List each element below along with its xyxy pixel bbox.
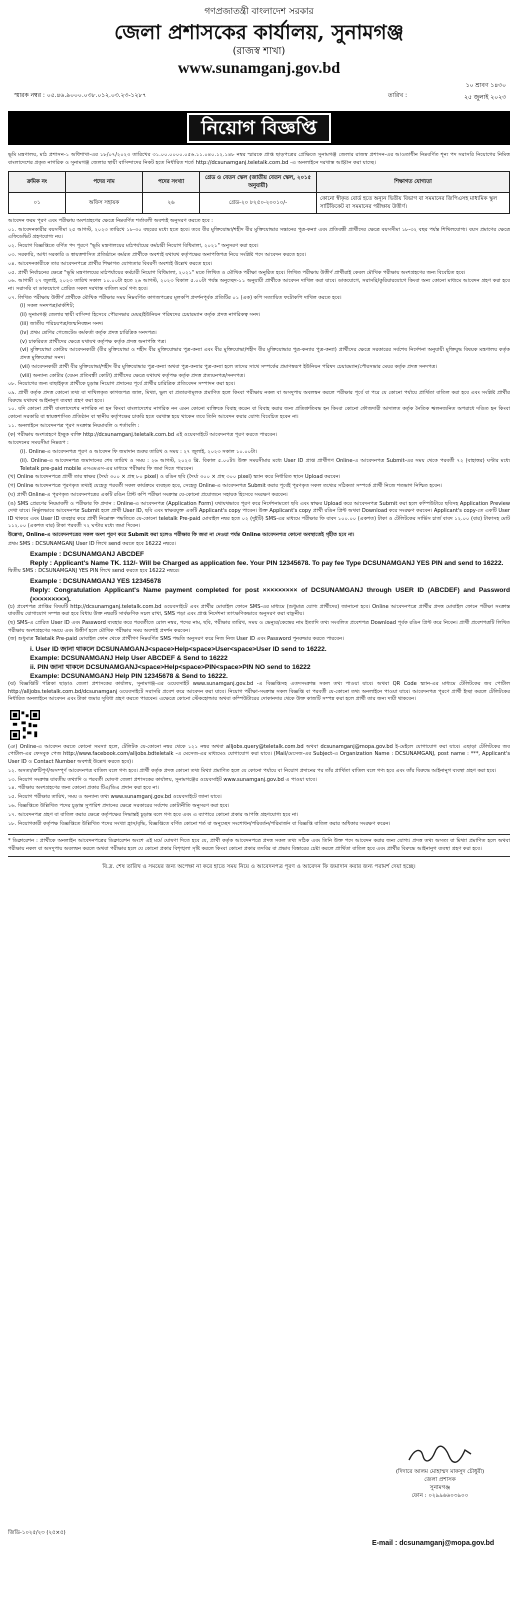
- document-item: (viii) অন্যান্য কোটার (যেমন প্রতিবন্ধী কোটা) প্রার্থীদের ক্ষেত্রে যথাযথ কর্তৃপক্ষ কর্তৃক প্রদত্ত প্রত্যয়নপত্র/সনদপত্র।: [20, 372, 246, 379]
- date-gregorian: ২৫ জুলাই ২০২৩: [464, 94, 506, 101]
- contact-email: E-mail : dcsunamganj@mopa.gov.bd: [372, 1540, 495, 1547]
- condition-item: (চ) প্রবেশপত্র প্রাপ্তির বিষয়টি http://dcsunamganj.teletalk.com.bd ওয়েবসাইটে এবং প্রার্থীর মোবাইল ফোনে SMS-এর মাধ্যমে (শুধুমাত্র যোগ্য প্রার্থীদের) জানানো হবে। Online আবেদনপত্রে প্রার্থীর প্রদত্ত মোবাইল ফোনে পরীক্ষা সংক্রান্ত যাবতীয় যোগাযোগ সম্পন্ন করা হবে বিধায় উক্ত নম্বরটি সার্বক্ষণিক সচল রাখা, SMS পড়া এবং প্রাপ্ত নির্দেশনা তাৎক্ষণিকভাবে অনুসরণ করা বাঞ্ছনীয়।: [8, 603, 510, 618]
- date-label: তারিখ :: [388, 92, 408, 99]
- condition-item: ১৫. নিয়োগ পরীক্ষার তারিখ, সময় ও অন্যান্য তথ্য www.sunamganj.gov.bd ওয়েবসাইটে জানা যাবে।: [8, 794, 222, 801]
- condition-item: ০৪. আবেদনকারীকে তার আবেদনপত্রে প্রার্থীর শিক্ষাগত যোগ্যতার বিবরণী অবশ্যই উল্লেখ করতে হবে।: [8, 260, 213, 267]
- table-cell: গ্রেড-২০ ৮২৫০-২০০১০/-: [200, 193, 317, 214]
- condition-item: আবেদনের সময়সীমা নিম্নরূপ :: [8, 440, 69, 447]
- office-name: জেলা প্রশাসকের কার্যালয়, সুনামগঞ্জ: [114, 20, 404, 44]
- condition-item: ১১. অনলাইনে আবেদনপত্র পূরণ সংক্রান্ত নিয়মাবলি ও শর্তাবলি :: [8, 422, 140, 429]
- condition-item: (ঘ) প্রার্থী Online-এ পূরণকৃত আবেদনপত্রের একটি রঙিন প্রিন্ট কপি পরীক্ষা সংক্রান্ত যে-কোনো প্রয়োজনে সহায়ক হিসেবে সংরক্ষণ করবেন।: [8, 491, 288, 498]
- condition-item: আবেদন ফরম পূরণ এবং পরীক্ষায় অংশগ্রহণের ক্ষেত্রে নিম্নবর্ণিত শর্তাবলী অবশ্যই অনুসরণ করতে হবে :: [8, 218, 214, 224]
- signatory-name: (দিদারে আলম মোহাম্মদ মাকসুদ চৌধুরী): [395, 1469, 485, 1475]
- table-row: [9, 193, 510, 214]
- document-item: (ii) সুনামগঞ্জ জেলার স্থায়ী বাসিন্দা হিসেবে পৌরসভার মেয়র/ইউনিয়ন পরিষদের চেয়ারম্যান কর্তৃক প্রদত্ত নাগরিকত্ব সনদ।: [20, 312, 261, 319]
- signature-block: [372, 1444, 508, 1500]
- condition-item: ১২. অসত্য/ত্রুটিপূর্ণ/অসম্পূর্ণ আবেদনপত্র বাতিল বলে গণ্য হবে। প্রার্থী কর্তৃক প্রদত্ত কোনো তথ্য মিথ্যা প্রমাণিত হলে যে কোনো পর্যায়ে বা নিয়োগ প্রদানের পর তাঁর প্রার্থিতা বাতিল বলে গণ্য হবে এবং তাঁর বিরুদ্ধে আইনানুগ ব্যবস্থা গ্রহণ করা হবে।: [8, 767, 497, 774]
- condition-item: (ঙ) SMS প্রেরণের নিয়মাবলী ও পরীক্ষার ফি প্রদান : Online-এ আবেদনপত্র (Application Form) যথাযথভাবে পূরণ করে নির্দেশনামতো ছবি এবং স্বাক্ষর Upload করে আবেদনপত্র Submit করা হলে কম্পিউটারে ছবিসহ Application Preview দেখা যাবে। নির্ভুলভাবে আবেদনপত্র Submit হলে প্রার্থী User ID, ছবি এবং স্বাক্ষরযুক্ত একটি Applicant's copy পাবেন। উক্ত Applicant's copy প্রার্থী রঙিন প্রিন্ট অথবা Download করে সংরক্ষণ করবেন। Applicant's copy-তে একটি User ID থাকবে এবং User ID ব্যবহার করে প্রার্থী নিম্নোক্ত পদ্ধতিতে যে-কোনো teletalk Pre-paid মোবাইল নম্বর হতে ০২ (দুইটি) SMS-এর মাধ্যমে পরীক্ষার ফি বাবদ ১০০.০০ (একশত) টাকা ও টেলিটকের সার্ভিস চার্জ বাবদ ১২.০০ (বার) টাকাসহ মোট ১১২.০০ (একশত বার) টাকা পরবর্তী ৭২ ঘণ্টার মধ্যে জমা দিবেন।: [8, 500, 510, 530]
- condition-item: (ঞ) Online-এ আবেদন করতে কোনো সমস্যা হলে, টেলিটক যে-কোনো নম্বর থেকে ১২১ নম্বর অথবা alljobs.query@teletalk.com.bd অথবা dcsunamganj@mopa.gov.bd ই-মেইলে যোগাযোগ করা যাবে। এছাড়া টেলিটকের জব পোর্টাল-এর ফেসবুক পেজ http://www.facebook.com/alljobs.bdteletalk -এ মেসেজ-এর মাধ্যমেও যোগাযোগ করা যাবে। (Mail/মেসেজ-এর Subject-এ Organization Name : DCSUNAMGANJ, post name : ***, Applicant's User ID ও Contact Number অবশ্যই উল্লেখ করতে হবে)।: [8, 743, 510, 766]
- condition-item: ০৮. নিয়োগের জন্য বাছাইকৃত প্রার্থীকে চূড়ান্ত নিয়োগ প্রদানের পূর্বে প্রার্থীর চারিত্রিক প্রতিবেদন সম্পাদন করা হবে।: [8, 381, 236, 388]
- condition-item: উল্লেখ্য, Online-এ আবেদনপত্রের সকল অংশ পূরণ করে Submit করা হলেও পরীক্ষার ফি জমা না দেওয়া পর্যন্ত Online আবেদনপত্র কোনো অবস্থাতেই গৃহীত হবে না।: [8, 532, 355, 539]
- document-item: (i) সকল সনদপত্র/মার্কশিট;: [20, 303, 75, 310]
- condition-item: ০১. আবেদনকারীর বয়সসীমা ২৫ আগস্ট, ২০২৩ তারিখে ১৮-৩০ বছরের মধ্যে হতে হবে। তবে বীর মুক্তিযোদ্ধা/শহীদ বীর মুক্তিযোদ্ধার সন্তানের পুত্র-কন্যা এবং প্রতিবন্ধী প্রার্থীদের ক্ষেত্রে বয়সসীমা ১৮-৩২ বছর পর্যন্ত শিথিলযোগ্য। বয়স প্রমাণের ক্ষেত্রে এফিডেভিট গ্রহণযোগ্য নয়।: [8, 226, 510, 241]
- signatory-phone: ফোন : ০২৯৯৬৬০৩৯০০: [411, 1493, 469, 1499]
- signatory-district: সুনামগঞ্জ: [429, 1485, 451, 1491]
- table-header-row: [9, 172, 510, 193]
- branch-name: (রাজস্ব শাখা): [232, 46, 286, 57]
- condition-item: (গ) Online আবেদনপত্রে পূরণকৃত তথ্যই যেহেতু পরবর্তী সকল কার্যক্রমে ব্যবহৃত হবে, সেহেতু Online-এ আবেদনপত্র Submit করার পূর্বেই পূরণকৃত সকল তথ্যের সঠিকতা সম্পর্কে প্রার্থী নিজে শতভাগ নিশ্চিত হবেন।: [8, 483, 442, 490]
- condition-item: (ছ) SMS-এ প্রেরিত User ID এবং Password ব্যবহার করে পরবর্তীতে রোল নম্বর, পদের নাম, ছবি, পরীক্ষার তারিখ, সময় ও ভেন্যুর/কেন্দ্রের নাম ইত্যাদি তথ্য সংবলিত প্রবেশপত্র Download পূর্বক রঙিন প্রিন্ট করে নিবেন। প্রার্থী প্রবেশপত্রটি লিখিত পরীক্ষায় অংশগ্রহণের সময়ে এবং উত্তীর্ণ হলে মৌখিক পরীক্ষার সময় অবশ্যই প্রদর্শন করবেন।: [8, 619, 510, 634]
- condition-item: ১৩. নিয়োগ সংক্রান্ত যাবতীয় তথ্যাদি ও পরবর্তী ঘোষণা জেলা প্রশাসকের কার্যালয়, সুনামগঞ্জের ওয়েবসাইট www.sunamganj.gov.bd এ পাওয়া যাবে।: [8, 776, 317, 783]
- condition-item: ০৯. প্রার্থী কর্তৃক প্রদত্ত কোনো তথ্য বা দাখিলকৃত কাগজপত্র জাল, মিথ্যা, ভুল বা প্রতারণামূলক প্রমাণিত হলে কিংবা পরীক্ষায় নকল বা অসদুপায় অবলম্বন করলে পরীক্ষার পূর্বে বা পরে যে কোনো পর্যায়ে প্রার্থিতা বাতিল করা হবে এবং সংশ্লিষ্ট প্রার্থীর বিরুদ্ধে যথাযথ আইনানুগ ব্যবস্থা গ্রহণ করা হবে।: [8, 390, 510, 404]
- condition-item: ১৬. বিজ্ঞপ্তিতে উল্লিখিত পদের চূড়ান্ত সুপারিশ প্রদানের ক্ষেত্রে সরকারের সর্বশেষ কোটানীতি অনুসরণ করা হবে।: [8, 802, 230, 809]
- signature-icon: [405, 1444, 475, 1466]
- document-item: (vii) আবেদনকারী প্রার্থী বীর মুক্তিযোদ্ধা/শহীদ বীর মুক্তিযোদ্ধার পুত্র-কন্যা অথবা পুত্র-কন্যার পুত্র-কন্যা হলে তাদের সাথে সম্পর্কের প্রমাণস্বরূপ ইউনিয়ন পরিষদ চেয়ারম্যান/পৌরসভার মেয়র কর্তৃক প্রদত্ত সনদপত্র।: [20, 363, 438, 370]
- table-cell: ০১: [9, 193, 66, 214]
- sms-reply: Reply : Applicant's Name TK. 112/- Will be Charged as application fee. Your PIN 12345678. To pay fee Type DCSUNAMGANJ YES PIN and send to 16222.: [30, 559, 504, 567]
- condition-item: ০২. নিয়োগ বিজ্ঞপ্তিতে বর্ণিত পদ পূরণে "ভূমি মন্ত্রণালয়ের মাঠপর্যায়ের কর্মচারী নিয়োগ বিধিমালা, ২০২১" অনুসরণ করা হবে।: [8, 243, 259, 250]
- condition-item: ০৬. আগামী ২৭ জুলাই, ২০২৩ তারিখ সকাল ১০.০০টা হতে ২৬ আগস্ট, ২০২৩ বিকাল ৫.০০টা পর্যন্ত অনুচ্ছেদ-১১ অনুযায়ী প্রার্থীকে আবেদন দাখিল করা যাবে। ডাকযোগে, সরাসরি/কুরিয়ারযোগে কিংবা অন্য কোনো মাধ্যমে আবেদন গ্রহণ করা হবে না। সরাসরি বা ডাকযোগে প্রেরিত সকল দরখাস্ত বাতিল মর্মে গণ্য হবে।: [8, 278, 510, 292]
- table-header: শিক্ষাগত যোগ্যতা: [317, 172, 510, 193]
- recovery-line: Example: DCSUNAMGANJ Help PIN 12345678 & Send to 16222.: [30, 673, 228, 681]
- table-header: গ্রেড ও বেতন স্কেল (জাতীয় বেতন স্কেল, ২০১৫ অনুযায়ী): [200, 172, 317, 193]
- condition-item: ০৭. লিখিত পরীক্ষায় উত্তীর্ণ প্রার্থীকে মৌখিক পরীক্ষার সময় নিম্নবর্ণিত কাগজপত্রের মূলকপি প্রদর্শনপূর্বক প্রতিটির ০১ (এক) কপি সত্যায়িত ফটোকপি দাখিল করতে হবে।: [8, 294, 342, 301]
- table-header: পদের সংখ্যা: [143, 172, 200, 193]
- job-circular: [8, 6, 510, 872]
- final-advice: বি.দ্র. শেষ তারিখ ও সময়ের জন্য অপেক্ষা না করে হাতে সময় নিয়ে ও আবেদনপত্র পূরণ ও আবেদন ফি জমাদান করার জন্য পরামর্শ দেয়া হচ্ছে।: [102, 864, 416, 871]
- date-bangla: ১০ শ্রাবণ ১৪৩০: [465, 82, 506, 89]
- recovery-line: Example: DCSUNAMGANJ Help User ABCDEF & Send to 16222: [30, 655, 228, 663]
- condition-item: (খ) Online আবেদনপত্রে প্রার্থী তার স্বাক্ষর (দৈর্ঘ্য ৩০০ × প্রস্থ ৮০ pixel) ও রঙিন ছবি (দৈর্ঘ্য ৩০০ × প্রস্থ ৩০০ pixel) স্ক্যান করে নির্ধারিত স্থানে Upload করবেন।: [8, 474, 341, 481]
- signatory-title: জেলা প্রশাসক: [424, 1477, 456, 1483]
- condition-item: ১৮. নিয়োগকারী কর্তৃপক্ষ বিজ্ঞপ্তিতে উল্লিখিত পদের সংখ্যা হ্রাস/বৃদ্ধি, বিজ্ঞপ্তিতে বর্ণিত কোনো শর্ত বা অনুচ্ছেদ সংশোধন/পরিবর্তন/পরিমার্জন বা বিজ্ঞপ্তি বাতিল করার অধিকার সংরক্ষণ করেন।: [8, 820, 391, 827]
- memo-number: স্মারক নম্বর : ০৫.৪৬.৯০০০.০৩৮.০১২.০৩.২৩-১২৮৭: [14, 92, 147, 99]
- recovery-line: ii. PIN জানা থাকলে DCSUNAMGANJ<space>Help<space>PIN<space>PIN NO send to 16222: [30, 664, 311, 672]
- condition-item: (ii). Online-এ আবেদনপত্র জমাদানের শেষ তারিখ ও সময় : ২৬ আগস্ট, ২০২৩ খ্রি. বিকাল ৫.০০টা। উক্ত সময়সীমার মধ্যে User ID প্রাপ্ত প্রার্থীগণ Online-এ আবেদনপত্র Submit-এর সময় থেকে পরবর্তী ৭২ (বাহাত্তর) ঘণ্টার মধ্যে Teletalk pre-paid mobile এসএমএস-এর মাধ্যমে পরীক্ষার ফি জমা দিতে পারবেন।: [20, 457, 510, 472]
- post-table: [8, 171, 510, 214]
- recovery-line: i. User ID জানা থাকলে DCSUNAMGANJ<space>Help<space>User<space>User ID send to 16222.: [30, 646, 327, 654]
- table-cell: কোনো স্বীকৃত বোর্ড হতে অন্যূন দ্বিতীয় বিভাগ বা সমমানের জিপিএসহ মাধ্যমিক স্কুল সার্টিফিকেট বা সমমানের পরীক্ষায় উত্তীর্ণ।: [317, 193, 510, 214]
- government-name: গণপ্রজাতন্ত্রী বাংলাদেশ সরকার: [204, 7, 314, 17]
- table-header: ক্রমিক নং: [9, 172, 66, 193]
- condition-item: ১৪. পরীক্ষায় অংশগ্রহণের জন্য কোনো প্রকার টিএ/ডিএ প্রদান করা হবে না।: [8, 785, 159, 792]
- website: www.sunamganj.gov.bd: [177, 60, 341, 77]
- condition-item: ০৩. সরকারি, আধা সরকারি ও স্বায়ত্তশাসিত প্রতিষ্ঠানে কর্মরত প্রার্থীকে অবশ্যই যথাযথ কর্তৃপক্ষের অনাপত্তিপত্র নিয়ে সংশ্লিষ্ট পদে আবেদন করতে হবে।: [8, 251, 307, 258]
- sms-reply: Reply: Congratulation Applicant's Name payment completed for post ××××××××× of DCSUNAMGANJ through USER ID (ABCDEF) and Password (×××××××××).: [30, 586, 510, 603]
- condition-item: (ক) পরীক্ষায় অংশগ্রহণে ইচ্ছুক ব্যক্তি http://dcsunamganj.teletalk.com.bd এই ওয়েবসাইটে আবেদনপত্র পূরণ করতে পারবেন।: [8, 431, 278, 438]
- condition-item: (ঝ) বিজ্ঞপ্তিটি পত্রিকা ছাড়াও জেলা প্রশাসকের কার্যালয়, সুনামগঞ্জ-এর ওয়েবসাইট www.sunamganj.gov.bd -এ বিজ্ঞপ্তিসহ এতদসংক্রান্ত সকল তথ্য পাওয়া যাবে। অথবা QR Code স্ক্যান-এর মাধ্যমে টেলিটকের জব পোর্টাল http://alljobs.teletalk.com.bd/dcsunamganj ওয়েবসাইটে সরাসরি প্রবেশ করে আবেদন করা যাবে। নিয়োগ পরীক্ষা-সংক্রান্ত সকল বিজ্ঞপ্তি বা পরবর্তী যে-কোনো তথ্য অনলাইনে পাওয়া যাবে। আবেদনপত্র পূরণে প্রার্থী ইচ্ছা করলে টেলিটকের নির্ধারিত অনলাইনে আবেদন এবং টাকা জমার সুবিধা গ্রহণ করতে পারবেন। এক্ষেত্রে কোনো স্টেকহোল্ডার অথবা কম্পিউটারের দোকানদার থেকে উক্ত কাজটি সম্পন্ন করা হলে প্রার্থী তার জন্য দায়ী থাকবেন।: [8, 681, 510, 703]
- table-header: পদের নাম: [66, 172, 143, 193]
- memo-line: [8, 79, 510, 107]
- sms-example: Example : DCSUNAMGANJ ABCDEF: [30, 550, 145, 558]
- title-banner: [8, 111, 510, 145]
- gd-code: জিডি-১০২৫/২৩ (২৫×৫): [8, 1530, 66, 1536]
- table-cell: ২৬: [143, 193, 200, 214]
- document-item: (v) চাকরিরত প্রার্থীদের ক্ষেত্রে যথাযথ কর্তৃপক্ষ কর্তৃক প্রদত্ত অনাপত্তি পত্র।: [20, 338, 167, 345]
- page-title: নিয়োগ বিজ্ঞপ্তি: [187, 113, 330, 143]
- declaration-note: * ডিক্লারেশন : প্রার্থীকে অনলাইন আবেদনপত্রের ডিক্লারেশন অংশে এই মর্মে ঘোষণা দিতে হবে যে, প্রার্থী কর্তৃক আবেদনপত্রে প্রদত্ত সকল তথ্য সঠিক এবং তিনি উক্ত পদে আবেদন করার জন্য যোগ্য। প্রদত্ত তথ্য অসত্য বা মিথ্যা প্রমাণিত হলে অথবা পরীক্ষায় নকল বা অসদুপায় অবলম্বন করলে অথবা পরীক্ষার হলে যে কোনো প্রকার বিশৃঙ্খলা সৃষ্টি করলে কিংবা কোনো প্রকার তদবির বা প্রভাব বিস্তারের চেষ্টা করলে প্রার্থিতা বাতিল হবে এবং প্রার্থীর বিরুদ্ধে আইনানুগ ব্যবস্থা গ্রহণ করা হবে।: [8, 834, 510, 857]
- conditions: [8, 218, 510, 828]
- intro-paragraph: ভূমি মন্ত্রণালয়, মাঠ প্রশাসন-১ অধিশাখা-এর ১৮/০৭/২০২৩ তারিখের ৩১.০০.০০০০.০৫৬.১১.০৪০.১২.১৪৮ নম্বর স্মারকে প্রাপ্ত ছাড়পত্রের প্রেক্ষিতে সুনামগঞ্জ জেলার রাজস্ব প্রশাসন-এর আওতাধীন নিম্নবর্ণিত শূন্য পদ সরাসরি নিয়োগের নিমিত্ত বাংলাদেশের প্রকৃত নাগরিক ও সুনামগঞ্জ জেলার স্থায়ী বাসিন্দাদের নিকট হতে নির্ধারিত শর্তে http://dcsunamganj.teletalk.com.bd -এ অনলাইনে দরখাস্ত আহ্বান করা যাচ্ছে।: [8, 152, 510, 166]
- sms-example: Example : DCSUNAMGANJ YES 12345678: [30, 577, 162, 585]
- condition-item: ০৫. প্রার্থী নির্বাচনের ক্ষেত্রে "ভূমি মন্ত্রণালয়ের মাঠপর্যায়ের কর্মচারী নিয়োগ বিধিমালা, ২০২১" মতে লিখিত ও মৌখিক পরীক্ষা অনুষ্ঠিত হবে। লিখিত পরীক্ষায় উত্তীর্ণ প্রার্থীরাই কেবল মৌখিক পরীক্ষায় অংশগ্রহণের জন্য বিবেচিত হবে।: [8, 269, 466, 276]
- condition-item: দ্বিতীয় SMS : DCSUNAMGANJ YES PIN লিখে send করতে হবে 16222 নম্বরে।: [8, 567, 180, 574]
- condition-item: (জ) শুধুমাত্র Teletalk Pre-paid মোবাইল ফোন থেকে প্রার্থীগণ নিম্নবর্ণিত SMS পদ্ধতি অনুসরণ করে নিজ নিজ User ID এবং Password পুনরুদ্ধার করতে পারবেন।: [8, 636, 344, 643]
- condition-item: ১৭. আবেদনপত্র গ্রহণ বা বাতিল করার ক্ষেত্রে কর্তৃপক্ষের সিদ্ধান্তই চূড়ান্ত বলে গণ্য হবে এবং এ ব্যাপারে কোনো প্রকার আপত্তি গ্রহণযোগ্য হবে না।: [8, 811, 299, 818]
- table-cell: অফিস সহায়ক: [66, 193, 143, 214]
- qr-code-icon[interactable]: [10, 710, 40, 740]
- document-item: (iv) প্রথম শ্রেণির গেজেটেড কর্মকর্তা কর্তৃক প্রদত্ত চারিত্রিক সনদপত্র।: [20, 329, 157, 336]
- document-item: (iii) জাতীয় পরিচয়পত্র/জন্মনিবন্ধন সনদ।: [20, 321, 104, 327]
- condition-item: ১০. যদি কোনো প্রার্থী বাংলাদেশের নাগরিক না হন কিংবা বাংলাদেশের নাগরিক নন এমন কোনো ব্যক্তিকে বিবাহ করেন বা বিবাহ করার জন্য প্রতিশ্রুতিবদ্ধ হন কিংবা কোনো ফৌজদারী আদালত কর্তৃক নৈতিক স্খলনজনিত অপরাধে দণ্ডিত হন কিংবা কোনো সরকারি বা স্বায়ত্তশাসিত প্রতিষ্ঠান বা স্থানীয় কর্তৃপক্ষের চাকরি হতে বরখাস্ত হয়ে থাকেন তবে তিনি আবেদন করার যোগ্য বিবেচিত হবেন না।: [8, 406, 510, 421]
- document-item: (vi) মুক্তিযোদ্ধা কোটায় আবেদনকারী (বীর মুক্তিযোদ্ধা ও শহীদ বীর মুক্তিযোদ্ধার পুত্র-কন্যা এবং বীর মুক্তিযোদ্ধা/শহীদ বীর মুক্তিযোদ্ধার পুত্র-কন্যার পুত্র-কন্যা) প্রার্থীদের ক্ষেত্রে সরকারের সর্বশেষ নির্দেশনা অনুযায়ী মুক্তিযুদ্ধ বিষয়ক মন্ত্রণালয় কর্তৃক প্রদত্ত মুক্তিযোদ্ধা সনদ।: [20, 347, 510, 361]
- condition-item: (i). Online-এ আবেদনপত্র পূরণ ও আবেদন ফি জমাদান শুরুর তারিখ ও সময় : ২৭ জুলাই, ২০২৩ সকাল ১০.০০টা।: [20, 449, 258, 456]
- letterhead: [8, 6, 510, 79]
- condition-item: প্রথম SMS : DCSUNAMGANJ User ID লিখে send করতে হবে 16222 নম্বরে।: [8, 541, 176, 547]
